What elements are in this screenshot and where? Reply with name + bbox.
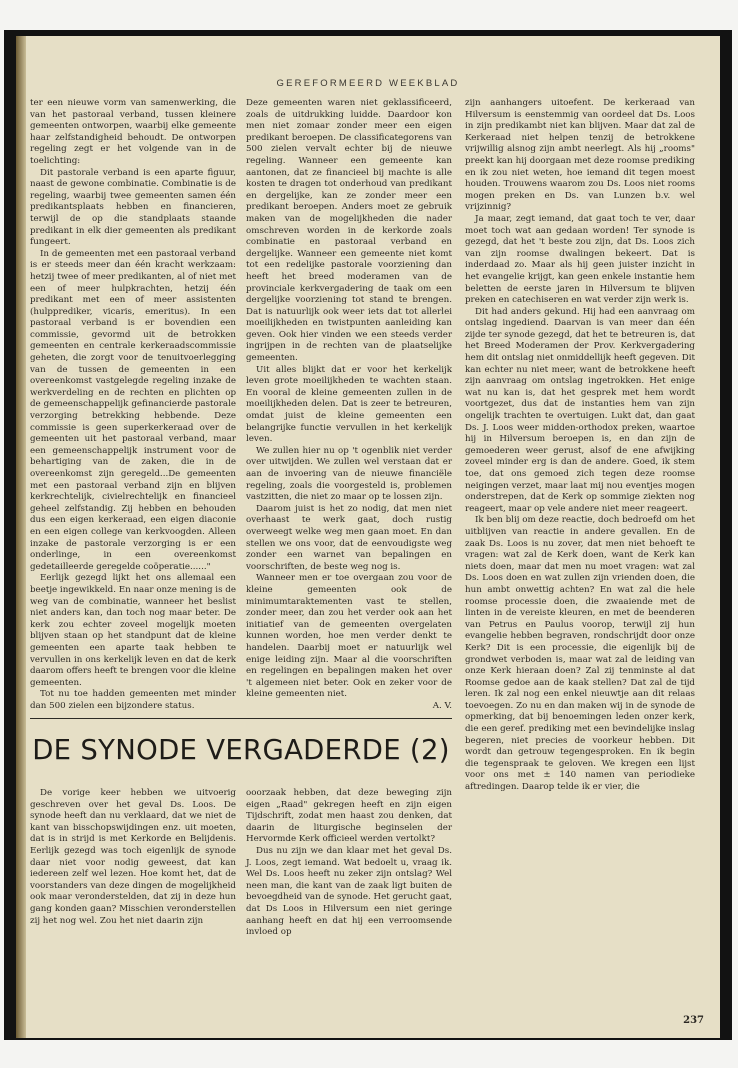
paragraph: Daarom juist is het zo nodig, dat men niet overhaast te werk gaat, doch rustig overweegt welke weg men gaan moet. En dan stellen we ons voor, dat de eenvoudigste weg zonder een warnet van bepalingen en voorschriften, de beste weg nog is. bbox=[246, 503, 452, 572]
paragraph: zijn aanhangers uitoefent. De kerkeraad van Hilversum is eenstemmig van oordeel dat Ds. Loos in zijn predikambt niet kan blijven. Maar dat zal de Kerkeraad niet helpen tenzij de betrokkene vrijwillig alsnog zijn ambt neerlegt. Als hij „rooms" preekt kan hij doorgaan met deze roomse prediking en ik zou niet weten, hoe iemand dit tegen moest houden. Trouwens waarom zou Ds. Loos niet rooms mogen preken en Ds. van Lunzen b.v. wel vrijzinnig? bbox=[465, 98, 695, 213]
article2-column-1 bbox=[30, 788, 236, 1006]
article2-column-2 bbox=[246, 788, 452, 1006]
binding-edge bbox=[16, 36, 26, 1038]
running-head: GEREFORMEERD WEEKBLAD bbox=[276, 78, 460, 89]
paragraph: Dit pastorale verband is een aparte figuur, naast de gewone combinatie. Combinatie is de regeling, waarbij twee gemeenten samen één predikantsplaats hebben en financieren, terwijl de op die standplaats staande predikant in elk dier gemeenten als predikant fungeert. bbox=[30, 167, 236, 248]
headline: DE SYNODE VERGADERDE (2) bbox=[32, 734, 450, 766]
paragraph: Uit alles blijkt dat er voor het kerkelijk leven grote moeilijkheden te wachten staan. En vooral de kleine gemeenten zullen in de moeilijkheden delen. Dat is zeer te betreuren, omdat juist de kleine gemeenten een belangrijke functie vervullen in het kerkelijk leven. bbox=[246, 364, 452, 445]
paragraph: ter een nieuwe vorm van samenwerking, die van het pastoraal verband, tussen kleinere gemeenten ontworpen, waarbij elke gemeente haar zelfstandigheid behoudt. De ontworpen regeling zegt er het volgende van in de toelichting: bbox=[30, 98, 236, 166]
author-signature: A. V. bbox=[432, 700, 452, 711]
paragraph: Wanneer men er toe overgaan zou voor de kleine gemeenten ook de minimumtaraktementen vast te stellen, zonder meer, dan zou het verder ook aan het initiatief van de gemeenten overgelaten kunnen worden, hoe men verder denkt te handelen. Daarbij moet er natuurlijk wel enige leiding zijn. Maar al die voorschriften en regelingen en bepalingen maken het over 't algemeen niet beter. Ook en zeker voor de kleine gemeenten niet. bbox=[246, 573, 452, 700]
scanned-page bbox=[4, 30, 732, 1040]
article1-column-2 bbox=[246, 98, 452, 711]
paragraph: Tot nu toe hadden gemeenten met minder dan 500 zielen een bijzondere status. bbox=[30, 689, 236, 711]
article1-column-1 bbox=[30, 98, 236, 711]
paragraph: Deze gemeenten waren niet geklassificeerd, zoals de uitdrukking luidde. Daardoor kon men niet zomaar zonder meer een eigen predikant beroepen. De classificategorens van 500 zielen vervalt echter bij de nieuwe regeling. Wanneer een gemeente kan aantonen, dat ze financieel bij machte is alle kosten te dragen tot onderhoud van predikant en dergelijke, kan ze zonder meer een predikant beroepen. Anders moet ze gebruik maken van de mogelijkheden die nader omschreven worden in de kerkorde zoals combinatie en pastoraal verband en dergelijke. Wanneer een gemeente niet komt tot een redelijke pastorale voorziening dan heeft het breed moderamen van de provinciale kerkvergadering de taak om een dergelijke voorziening tot stand te brengen. Dat is natuurlijk ook weer iets dat tot allerlei moeilijkheden en twistpunten aanleiding kan geven. Ook hier vinden we een steeds verder ingrijpen in de rechten van de plaatselijke gemeenten. bbox=[246, 98, 452, 364]
paragraph: Dus nu zijn we dan klaar met het geval Ds. J. Loos, zegt iemand. Wat bedoelt u, vraag ik. Wel Ds. Loos heeft nu zeker zijn ontslag? Wel neen man, die kant van de zaak ligt buiten de bevoegdheid van de synode. Het gerucht gaat, dat Ds Loos in Hilversum een niet geringe aanhang heeft en dat hij een verroomsende invloed op bbox=[246, 845, 452, 938]
paragraph: We zullen hier nu op 't ogenblik niet verder over uitwijden. We zullen wel verstaan dat er aan de invoering van de nieuwe financiële regeling, zoals die voorgesteld is, problemen vastzitten, die niet zo maar op te lossen zijn. bbox=[246, 445, 452, 503]
page-number: 237 bbox=[683, 1015, 704, 1026]
section-divider bbox=[30, 718, 452, 719]
magazine-page bbox=[16, 36, 720, 1038]
paragraph: De vorige keer hebben we uitvoerig geschreven over het geval Ds. Loos. De synode heeft dan nu verklaard, dat we niet de kant van bisschopswijdingen enz. uit moeten, dat is in strijd is met Kerkorde en Belijdenis. Eerlijk gezegd was toch eigenlijk de synode daar niet voor nodig geweest, dat kan iedereen zelf wel lezen. Hoe komt het, dat de voorstanders van deze dingen de mogelijkheid ook maar veronderstelden, dat zij in deze hun gang konden gaan? Misschien veronderstellen zij het nog wel. Zou het niet daarin zijn bbox=[30, 788, 236, 926]
paragraph: ooorzaak hebben, dat deze beweging zijn eigen „Raad" gekregen heeft en zijn eigen Tijdschrift, zodat men haast zou denken, dat daarin de liturgische beginselen der Hervormde Kerk officieel werden vertolkt? bbox=[246, 788, 452, 845]
paragraph: In de gemeenten met een pastoraal verband is er steeds meer dan één kracht werkzaam: hetzij twee of meer predikanten, al of niet met een of meer hulpkrachten, hetzij één predikant met een of meer assistenten (hulpprediker, vicaris, emeritus). In een pastoraal verband is er bovendien een commissie, gevormd uit de betrokken gemeenten en centrale kerkeraadscommissie geheten, die zorgt voor de tenuitvoerlegging van de tussen de gemeenten in een overeenkomst vastgelegde regeling inzake de werkverdeling en de rechten en plichten op de gemeenschappelijk gefinancierde pastorale verzorging betrekking hebbende. Deze commissie is geen superkerkeraad over de gemeenten uit het pastoraal verband, maar een gemeenschappelijk instrument voor de behartiging van de zaken, die in de overeenkomst zijn geregeld...De gemeenten met een pastoraal verband zijn en blijven kerkrechtelijk, civielrechtelijk en financieel geheel zelfstandig. Zij hebben en behouden dus een eigen kerkeraad, een eigen diaconie en een eigen college van kerkvoogden. Alleen inzake de pastorale verzorging is er een onderlinge, in een overeenkomst gedetailleerde geregelde coöperatie......" bbox=[30, 248, 236, 572]
article2-column-3 bbox=[465, 98, 695, 1006]
paragraph: Ik ben blij om deze reactie, doch bedroefd om het uitblijven van reactie in andere gevallen. En de zaak Ds. Loos is nu zover, dat men niet behoeft te vragen: wat zal de Kerk doen, want de Kerk kan niets doen, maar dat men nu moet vragen: wat zal Ds. Loos doen en wat zullen zijn vrienden doen, die hun ambt onwettig achten? En wat zal die hele roomse processie doen, die zwaaiende met de linten in de vereiste kleuren, en met de beenderen van Petrus en Paulus voorop, terwijl zij hun evangelie hebben begraven, rondschrijdt door onze Kerk? Dit is een processie, die eigenlijk bij de grondwet verboden is, maar wat zal de leiding van onze Kerk hieraan doen? Zal zij tenminste al dat Roomse gedoe aan de kaak stellen? Dat zal de tijd leren. Ik zal nog een enkel nieuwtje aan dit relaas toevoegen. Zo nu en dan maken wij in de synode de opmerking, dat bij benoemingen leden onzer kerk, die een geref. prediking met een bevindelijke inslag begeren, niet precies de voorkeur hebben. Dit wordt dan getrouw tegengesproken. En ik begin die tegenspraak te geloven. We kregen een lijst voor ons met ± 140 namen van periodieke aftredingen. Daarop telde ik er vier, die bbox=[465, 515, 695, 793]
paragraph: Dit had anders gekund. Hij had een aanvraag om ontslag ingediend. Daarvan is van meer dan één zijde ter synode gezegd, dat het te betreuren is, dat het Breed Moderamen der Prov. Kerkvergadering hem dit ontslag niet onmiddellijk heeft gegeven. Dit kan echter nu niet meer, want de betrokkene heeft zijn aanvraag om ontslag ingetrokken. Het enige wat nu kan is, dat het gesprek met hem wordt voortgezet, dus dat de instanties hem van zijn ongelijk trachten te overtuigen. Lukt dat, dan gaat Ds. J. Loos weer midden-orthodox preken, waartoe hij in Hilversum beroepen is, en dan zijn de gemoederen weer gerust, alsof de ene afwijking zoveel minder erg is dan de andere. Goed, ik stem toe, dat ons gemoed zich tegen deze roomse neigingen verzet, maar laat mij nou eventjes mogen onderstrepen, dat de Kerk op sommige ziekten nog reageert, maar op vele andere niet meer reageert. bbox=[465, 306, 695, 514]
paragraph: Eerlijk gezegd lijkt het ons allemaal een beetje ingewikkeld. En naar onze mening is de weg van de combinatie, wanneer het beslist niet anders kan, dan toch nog maar beter. De kerk zou echter zoveel mogelijk moeten blijven staan op het standpunt dat de kleine gemeenten een aparte taak hebben te vervullen in ons kerkelijk leven en dat de kerk daarom offers heeft te brengen voor die kleine gemeenten. bbox=[30, 573, 236, 688]
paragraph: Ja maar, zegt iemand, dat gaat toch te ver, daar moet toch wat aan gedaan worden! Ter synode is gezegd, dat het 't beste zou zijn, dat Ds. Loos zich van zijn roomse dwalingen bekeert. Dat is inderdaad zo. Maar als hij geen juister inzicht in het evangelie krijgt, kan geen enkele instantie hem beletten de eerste jaren in Hilversum te blijven preken en catechiseren en wat verder zijn werk is. bbox=[465, 213, 695, 306]
